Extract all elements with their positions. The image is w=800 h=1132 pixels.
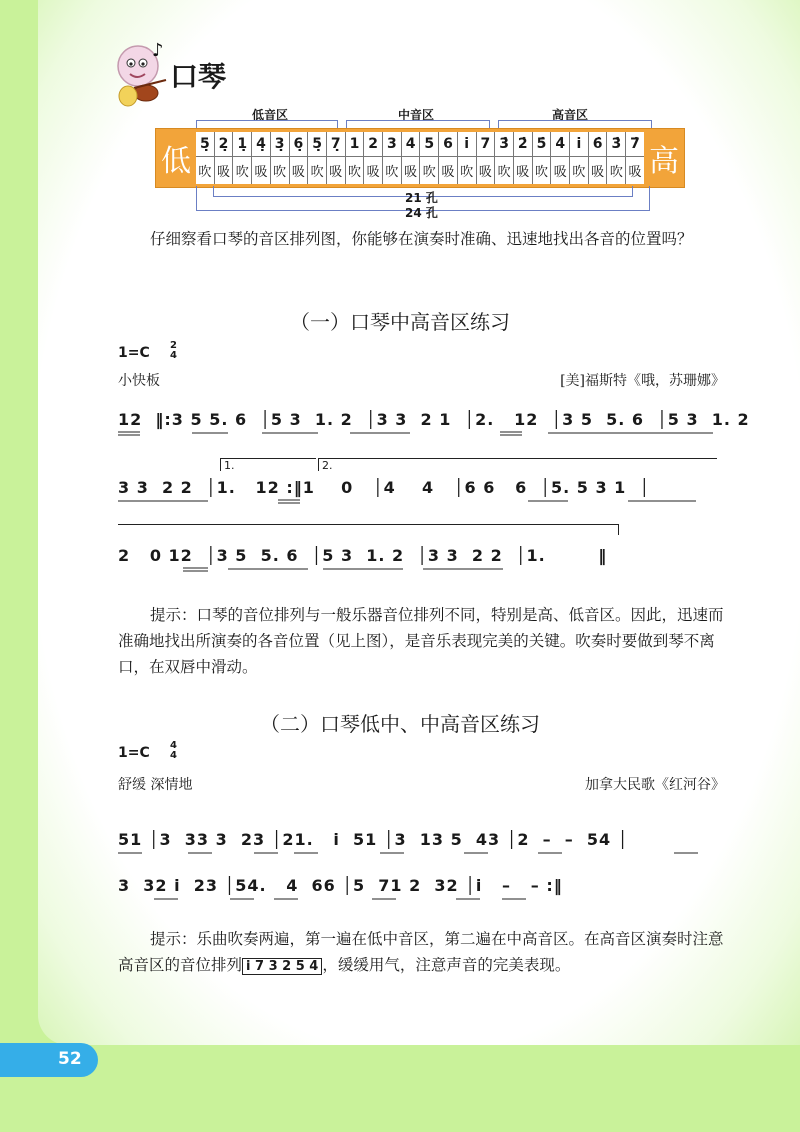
hole-note: 2 bbox=[364, 132, 382, 157]
hole-note: 7̇ bbox=[626, 132, 644, 157]
register-high-label: 高音区 bbox=[552, 108, 589, 122]
hole-note: 3̣ bbox=[271, 132, 289, 157]
hole-action: 吸 bbox=[217, 165, 231, 180]
section1-meter bbox=[170, 341, 177, 361]
section2-meter bbox=[170, 741, 177, 761]
section1-title: （一）口琴中高音区练习 bbox=[290, 310, 510, 334]
hole-action: 吹 bbox=[460, 165, 474, 180]
harmonica-hole bbox=[514, 132, 533, 184]
harmonica-hole bbox=[551, 132, 570, 184]
section1-line2: 3 3 2 2 │1. 12 :‖1 0 │4 4 │6 6 6 │5. 5 3 1 │ bbox=[118, 478, 651, 497]
hole-note: 4 bbox=[402, 132, 420, 157]
hole-note: 6 bbox=[439, 132, 457, 157]
page-number-tab bbox=[0, 1043, 98, 1077]
meter-top: 2 bbox=[170, 340, 177, 351]
harmonica-hole bbox=[439, 132, 458, 184]
hole-action: 吸 bbox=[404, 165, 418, 180]
harmonica-hole bbox=[495, 132, 514, 184]
hole-note: 3̇ bbox=[607, 132, 625, 157]
section2-tempo: 舒缓 深情地 bbox=[118, 777, 193, 793]
hole-note: 6̣ bbox=[290, 132, 308, 157]
harmonica-hole bbox=[252, 132, 271, 184]
harmonica-hole bbox=[215, 132, 234, 184]
harmonica-hole bbox=[477, 132, 496, 184]
section2-tip-note-box: i 7 3 2 5 4 bbox=[242, 958, 322, 975]
section2-line2-underlines bbox=[118, 896, 728, 904]
harmonica-hole bbox=[290, 132, 309, 184]
harmonica-hole bbox=[233, 132, 252, 184]
harmonica-hole bbox=[271, 132, 290, 184]
harmonica-high-cap: 高 bbox=[649, 144, 679, 179]
volta-2-bracket bbox=[318, 458, 717, 471]
harmonica-hole bbox=[402, 132, 421, 184]
hole-note: 3̇ bbox=[495, 132, 513, 157]
register-low-label: 低音区 bbox=[252, 108, 289, 122]
hole-action: 吹 bbox=[535, 165, 549, 180]
harmonica-hole bbox=[196, 132, 215, 184]
hole-action: 吸 bbox=[254, 165, 268, 180]
harmonica-hole bbox=[346, 132, 365, 184]
hole-action: 吸 bbox=[591, 165, 605, 180]
hole-action: 吸 bbox=[478, 165, 492, 180]
intro-paragraph: 仔细察看口琴的音区排列图，你能够在演奏时准确、迅速地找出各音的位置吗？ bbox=[150, 230, 693, 248]
section1-line2-underlines bbox=[118, 498, 718, 506]
hole-note: 5 bbox=[420, 132, 438, 157]
hole-action: 吹 bbox=[235, 165, 249, 180]
section2-tip-part1: 提示：乐曲吹奏两遍，第一遍在低中音区，第二遍在中高音区。在高音区演奏时注意高音区的音位排列 bbox=[118, 930, 724, 974]
harmonica-hole bbox=[570, 132, 589, 184]
section1-line1: 12 ‖:3 5 5. 6 │5 3 1. 2 │3 3 2 1 │2. 12 │3 5 5. 6 │5 3 1. 2 bbox=[118, 410, 750, 429]
hole-action: 吹 bbox=[385, 165, 399, 180]
mascot-violin-icon bbox=[108, 38, 170, 108]
label-21-holes: 21 孔 bbox=[405, 191, 438, 205]
label-24-holes: 24 孔 bbox=[405, 206, 438, 220]
section1-line1-underlines bbox=[118, 430, 718, 438]
page-number: 52 bbox=[58, 1049, 82, 1069]
hole-note: 5̇ bbox=[533, 132, 551, 157]
section1-tip: 提示：口琴的音位排列与一般乐器音位排列不同，特别是高、低音区。因此，迅速而准确地找出所演奏的各音位置（见上图），是音乐表现完美的关键。吹奏时要做到琴不离口，在双唇中滑动。 bbox=[118, 606, 724, 676]
hole-action: 吹 bbox=[273, 165, 287, 180]
hole-action: 吹 bbox=[347, 165, 361, 180]
harmonica-hole bbox=[458, 132, 477, 184]
hole-action: 吸 bbox=[329, 165, 343, 180]
harmonica-hole bbox=[308, 132, 327, 184]
section2-key: 1=C bbox=[118, 745, 150, 761]
harmonica-low-cap: 低 bbox=[161, 144, 191, 179]
svg-text:♪: ♪ bbox=[152, 40, 164, 61]
hole-action: 吹 bbox=[422, 165, 436, 180]
hole-note: 1̣ bbox=[233, 132, 251, 157]
harmonica-hole bbox=[607, 132, 626, 184]
register-mid-label: 中音区 bbox=[398, 108, 435, 122]
hole-action: 吸 bbox=[441, 165, 455, 180]
hole-note: 5̣ bbox=[308, 132, 326, 157]
section2-line1: 51 │3 33 3 23 │21. i 51 │3 13 5 43 │2 – – 54 │ bbox=[118, 830, 629, 849]
section2-title: （二）口琴低中、中高音区练习 bbox=[260, 712, 540, 736]
hole-note: 4̣ bbox=[252, 132, 270, 157]
hole-note: i bbox=[570, 132, 588, 157]
hole-note: 7̣ bbox=[327, 132, 345, 157]
hole-action: 吸 bbox=[628, 165, 642, 180]
harmonica-hole bbox=[383, 132, 402, 184]
harmonica-hole bbox=[327, 132, 346, 184]
section1-line3-underlines bbox=[118, 566, 718, 574]
meter-bottom: 4 bbox=[170, 750, 177, 761]
hole-note: 2̇ bbox=[514, 132, 532, 157]
hole-action: 吹 bbox=[609, 165, 623, 180]
section1-line3: 2 0 12 │3 5 5. 6 │5 3 1. 2 │3 3 2 2 │1. ‖ bbox=[118, 546, 608, 565]
header-title: 口琴 bbox=[170, 60, 227, 93]
hole-note: 3 bbox=[383, 132, 401, 157]
hole-note: 5̣ bbox=[196, 132, 214, 157]
section2-tip bbox=[118, 926, 728, 980]
hole-action: 吸 bbox=[553, 165, 567, 180]
harmonica-holes bbox=[196, 132, 644, 184]
hole-action: 吹 bbox=[572, 165, 586, 180]
hole-note: 4̇ bbox=[551, 132, 569, 157]
harmonica-diagram bbox=[155, 128, 685, 188]
hole-action: 吹 bbox=[198, 165, 212, 180]
section1-line3-tie-bracket bbox=[118, 524, 619, 535]
harmonica-hole bbox=[589, 132, 608, 184]
volta-1-label: 1. bbox=[224, 459, 235, 472]
hole-action: 吹 bbox=[310, 165, 324, 180]
hole-action: 吹 bbox=[497, 165, 511, 180]
harmonica-hole bbox=[626, 132, 644, 184]
volta-2-label: 2. bbox=[322, 459, 333, 472]
section1-key: 1=C bbox=[118, 345, 150, 361]
hole-note: i bbox=[458, 132, 476, 157]
hole-note: 1 bbox=[346, 132, 364, 157]
section2-line1-underlines bbox=[118, 850, 728, 858]
section2-line2: 3 32 i 23 │54. 4 66 │5 71 2 32 │i – – :‖ bbox=[118, 876, 563, 895]
harmonica-hole bbox=[533, 132, 552, 184]
meter-bottom: 4 bbox=[170, 350, 177, 361]
section2-tip-part2: ，缓缓用气，注意声音的完美表现。 bbox=[322, 956, 571, 974]
hole-action: 吸 bbox=[516, 165, 530, 180]
section1-tempo: 小快板 bbox=[118, 373, 160, 389]
hole-action: 吸 bbox=[366, 165, 380, 180]
harmonica-hole bbox=[420, 132, 439, 184]
hole-note: 2̣ bbox=[215, 132, 233, 157]
meter-top: 4 bbox=[170, 740, 177, 751]
harmonica-hole bbox=[364, 132, 383, 184]
section1-source: [美]福斯特《哦，苏珊娜》 bbox=[560, 373, 725, 389]
hole-action: 吸 bbox=[291, 165, 305, 180]
hole-note: 6̇ bbox=[589, 132, 607, 157]
hole-note: 7 bbox=[477, 132, 495, 157]
section2-source: 加拿大民歌《红河谷》 bbox=[585, 777, 725, 793]
